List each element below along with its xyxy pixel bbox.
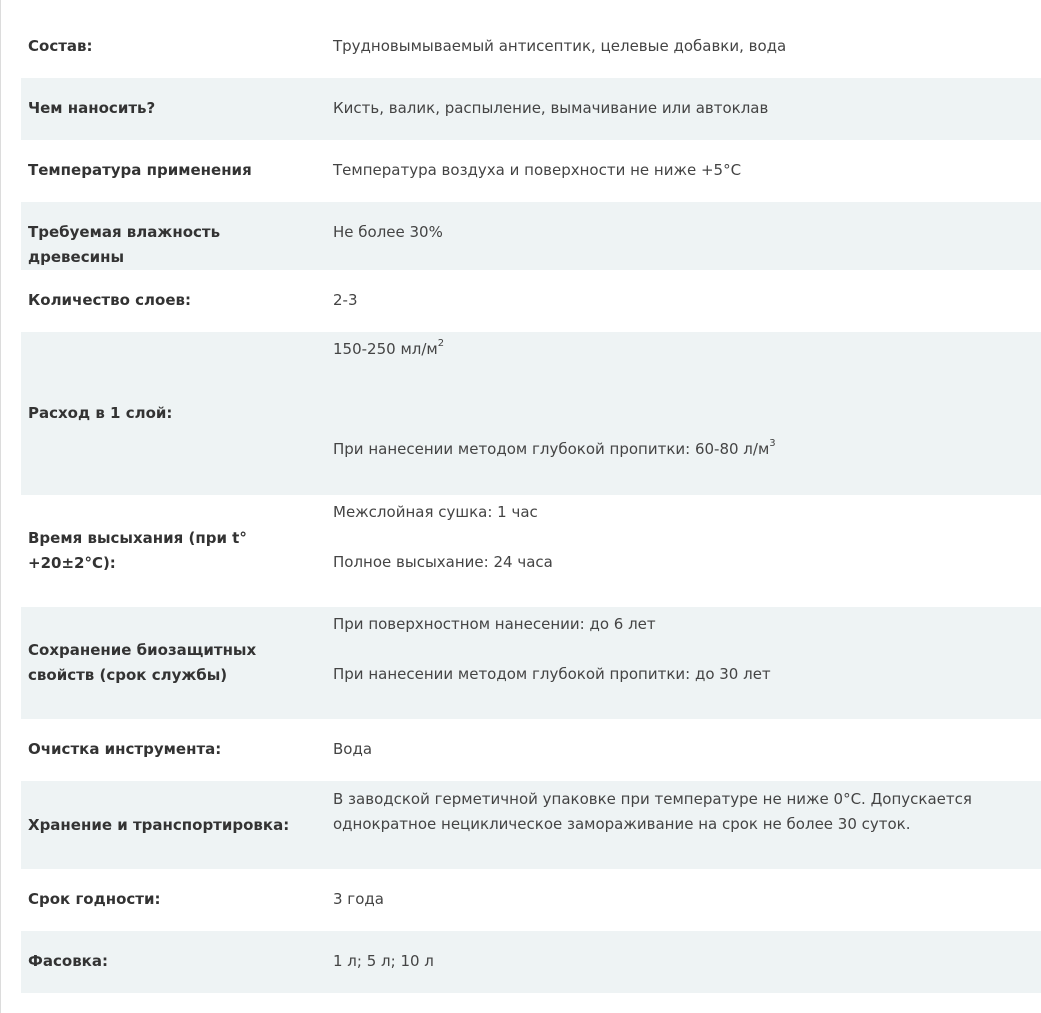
spec-value: Вода [333,740,373,758]
paragraph-gap [333,525,1011,550]
spec-value [327,495,1041,607]
spec-row-application-method [21,78,1041,140]
paragraph-gap [333,362,1011,437]
spec-value: В заводской герметичной упаковке при температуре не ниже 0°С. Допускается однократное нециклическое замораживание на срок не более 30 суток. [327,781,1041,869]
spec-value: 2-3 [333,291,358,309]
spec-label: Требуемая влажность древесины [21,202,327,270]
spec-label: Срок годности: [28,890,161,908]
spec-row-wood-moisture [21,202,1041,270]
spec-value: 3 года [333,890,384,908]
unit-exponent: 2 [437,338,445,349]
drying-interlayer: Межслойная сушка: 1 час [333,503,538,521]
spec-row-storage [21,781,1041,869]
spec-row-tool-cleaning [21,719,1041,781]
protection-deep: При нанесении методом глубокой пропитки: до 30 лет [333,665,771,683]
spec-value: Температура воздуха и поверхности не ниже +5°С [333,161,742,179]
spec-label: Сохранение биозащитных свойств (срок службы) [21,607,327,719]
spec-label: Расход в 1 слой: [21,332,327,495]
spec-row-composition [21,16,1041,78]
protection-surface: При поверхностном нанесении: до 6 лет [333,615,656,633]
spec-value: Трудновымываемый антисептик, целевые добавки, вода [333,37,787,55]
spec-value: Не более 30% [327,202,1041,270]
spec-row-drying-time [21,495,1041,607]
page-left-border [0,0,1,1013]
spec-label: Время высыхания (при t° +20±2°С): [28,529,247,572]
spec-value: 1 л; 5 л; 10 л [327,931,1041,993]
unit-exponent: 3 [769,438,776,449]
spec-label: Температура применения [28,161,252,179]
spec-label: Хранение и транспортировка: [21,781,327,869]
spec-row-consumption [21,332,1041,495]
consumption-surface [333,337,1011,362]
spec-label: Фасовка: [21,931,327,993]
consumption-surface-text: 150-250 мл/м [333,340,438,358]
spec-label: Состав: [28,37,93,55]
drying-full: Полное высыхание: 24 часа [333,553,553,571]
spec-row-application-temperature [21,140,1041,202]
spec-row-packaging [21,931,1041,993]
spec-row-protection [21,607,1041,719]
spec-value [327,332,1041,495]
consumption-deep [333,437,1011,462]
spec-row-coats [21,270,1041,332]
paragraph-gap [333,637,1011,662]
consumption-deep-text: При нанесении методом глубокой пропитки: 60-80 л/м [333,440,770,458]
specifications-table [21,16,1041,993]
spec-row-shelf-life [21,869,1041,931]
spec-value: Кисть, валик, распыление, вымачивание или автоклав [327,78,1041,140]
spec-value [327,607,1041,719]
spec-label: Чем наносить? [21,78,327,140]
spec-label: Количество слоев: [28,291,191,309]
spec-label: Очистка инструмента: [28,740,222,758]
